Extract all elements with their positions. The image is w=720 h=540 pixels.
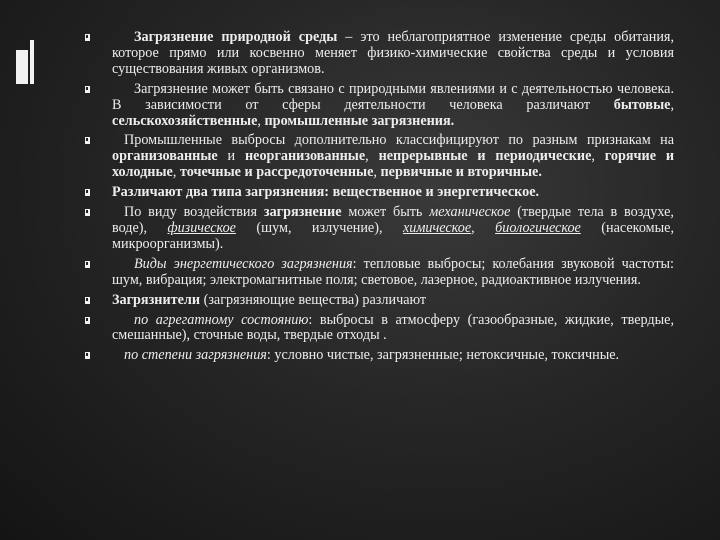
bullet-pollutants bbox=[84, 293, 674, 309]
definition-text: – это неблагоприятное изменение среды обитания, которое прямо или косвенно меняет физико-химические свойства среды и условия существования живых организмов. bbox=[112, 29, 674, 77]
energy-types-text: : тепловые выбросы; колебания звуковой частоты: шум, вибрация; электромагнитные поля; световое, лазерное, радиоактивное излучения. bbox=[112, 255, 674, 288]
term-energy-pollution-types: Виды энергетического загрязнения bbox=[134, 255, 353, 272]
bullet-square-icon bbox=[84, 188, 91, 197]
bullet-degree bbox=[84, 348, 674, 364]
bullet-square-icon bbox=[84, 136, 91, 145]
bullet-definition bbox=[84, 30, 674, 78]
term-organized: организованные bbox=[112, 148, 218, 165]
bullet-two-types bbox=[84, 185, 674, 201]
term-point-distributed: точечные и рассредоточенные bbox=[179, 164, 374, 181]
sep: , bbox=[670, 96, 674, 113]
sep: , bbox=[365, 148, 379, 165]
bullet-square-icon bbox=[84, 85, 91, 94]
term-industrial: промышленные загрязнения. bbox=[264, 112, 455, 129]
sep: , bbox=[373, 164, 381, 181]
sep: , bbox=[471, 219, 496, 236]
bullet-square-icon bbox=[84, 33, 91, 42]
degree-text: : условно чистые, загрязненные; нетоксичные, токсичные. bbox=[266, 347, 620, 364]
bullet-aggregate-state bbox=[84, 313, 674, 345]
term-pollutants: Загрязнители bbox=[112, 291, 201, 308]
emissions-text: Промышленные выбросы дополнительно классифицируют по разным признакам на bbox=[124, 132, 674, 149]
impact-text: (твердые тела в воздухе, воде), bbox=[112, 204, 674, 236]
impact-text: По виду воздействия bbox=[124, 204, 264, 221]
term-aggregate-state: по агрегатному состоянию bbox=[134, 311, 309, 328]
sep: , bbox=[172, 164, 180, 181]
slide-content bbox=[84, 30, 674, 368]
term-chemical: химическое bbox=[402, 219, 472, 236]
aggregate-state-text: : выбросы в атмосферу (газообразные, жидкие, твердые, смешанные), сточные воды, твердые отходы . bbox=[112, 311, 675, 344]
term-unorganized: неорганизованные bbox=[244, 148, 366, 165]
term-environment-pollution: Загрязнение природной среды bbox=[134, 29, 338, 45]
sources-text: Загрязнение может быть связано с природными явлениями и с деятельностью человека. В зависимости от сферы деятельности человека различают bbox=[112, 80, 674, 113]
bullet-square-icon bbox=[84, 316, 91, 325]
pollutants-text: (загрязняющие вещества) различают bbox=[200, 291, 427, 308]
term-pollution: загрязнение bbox=[263, 204, 342, 221]
bullet-industrial-emissions bbox=[84, 133, 674, 181]
impact-text: (насекомые, микроорганизмы). bbox=[112, 219, 675, 252]
term-hot-cold: горячие и холодные bbox=[112, 148, 675, 181]
sep: , bbox=[591, 148, 605, 165]
sep: , bbox=[257, 112, 265, 129]
bullet-square-icon bbox=[84, 260, 91, 269]
bullet-sources bbox=[84, 82, 674, 130]
impact-text: (шум, излучение), bbox=[235, 219, 403, 236]
bullet-square-icon bbox=[84, 296, 91, 305]
term-agricultural: сельскохозяйственные bbox=[112, 112, 258, 129]
term-household: бытовые bbox=[613, 96, 671, 113]
bullet-energy-types bbox=[84, 257, 674, 289]
term-primary-secondary: первичные и вторичные. bbox=[380, 164, 542, 181]
term-biological: биологическое bbox=[495, 219, 581, 236]
impact-text: может быть bbox=[341, 204, 430, 221]
bullet-square-icon bbox=[84, 351, 91, 360]
term-physical: физическое bbox=[167, 219, 236, 236]
bullet-square-icon bbox=[84, 208, 91, 217]
bullet-impact-types bbox=[84, 205, 674, 253]
term-continuous-periodic: непрерывные и периодические bbox=[378, 148, 592, 165]
decorative-bar-left bbox=[16, 50, 28, 84]
decorative-bar-thin bbox=[30, 40, 34, 84]
two-types-text: Различают два типа загрязнения: вещественное и энергетическое. bbox=[112, 184, 540, 201]
bullet-list bbox=[84, 30, 674, 364]
sep: и bbox=[217, 148, 245, 165]
term-mechanical: механическое bbox=[429, 204, 511, 221]
term-degree-of-pollution: по степени загрязнения bbox=[124, 347, 267, 364]
